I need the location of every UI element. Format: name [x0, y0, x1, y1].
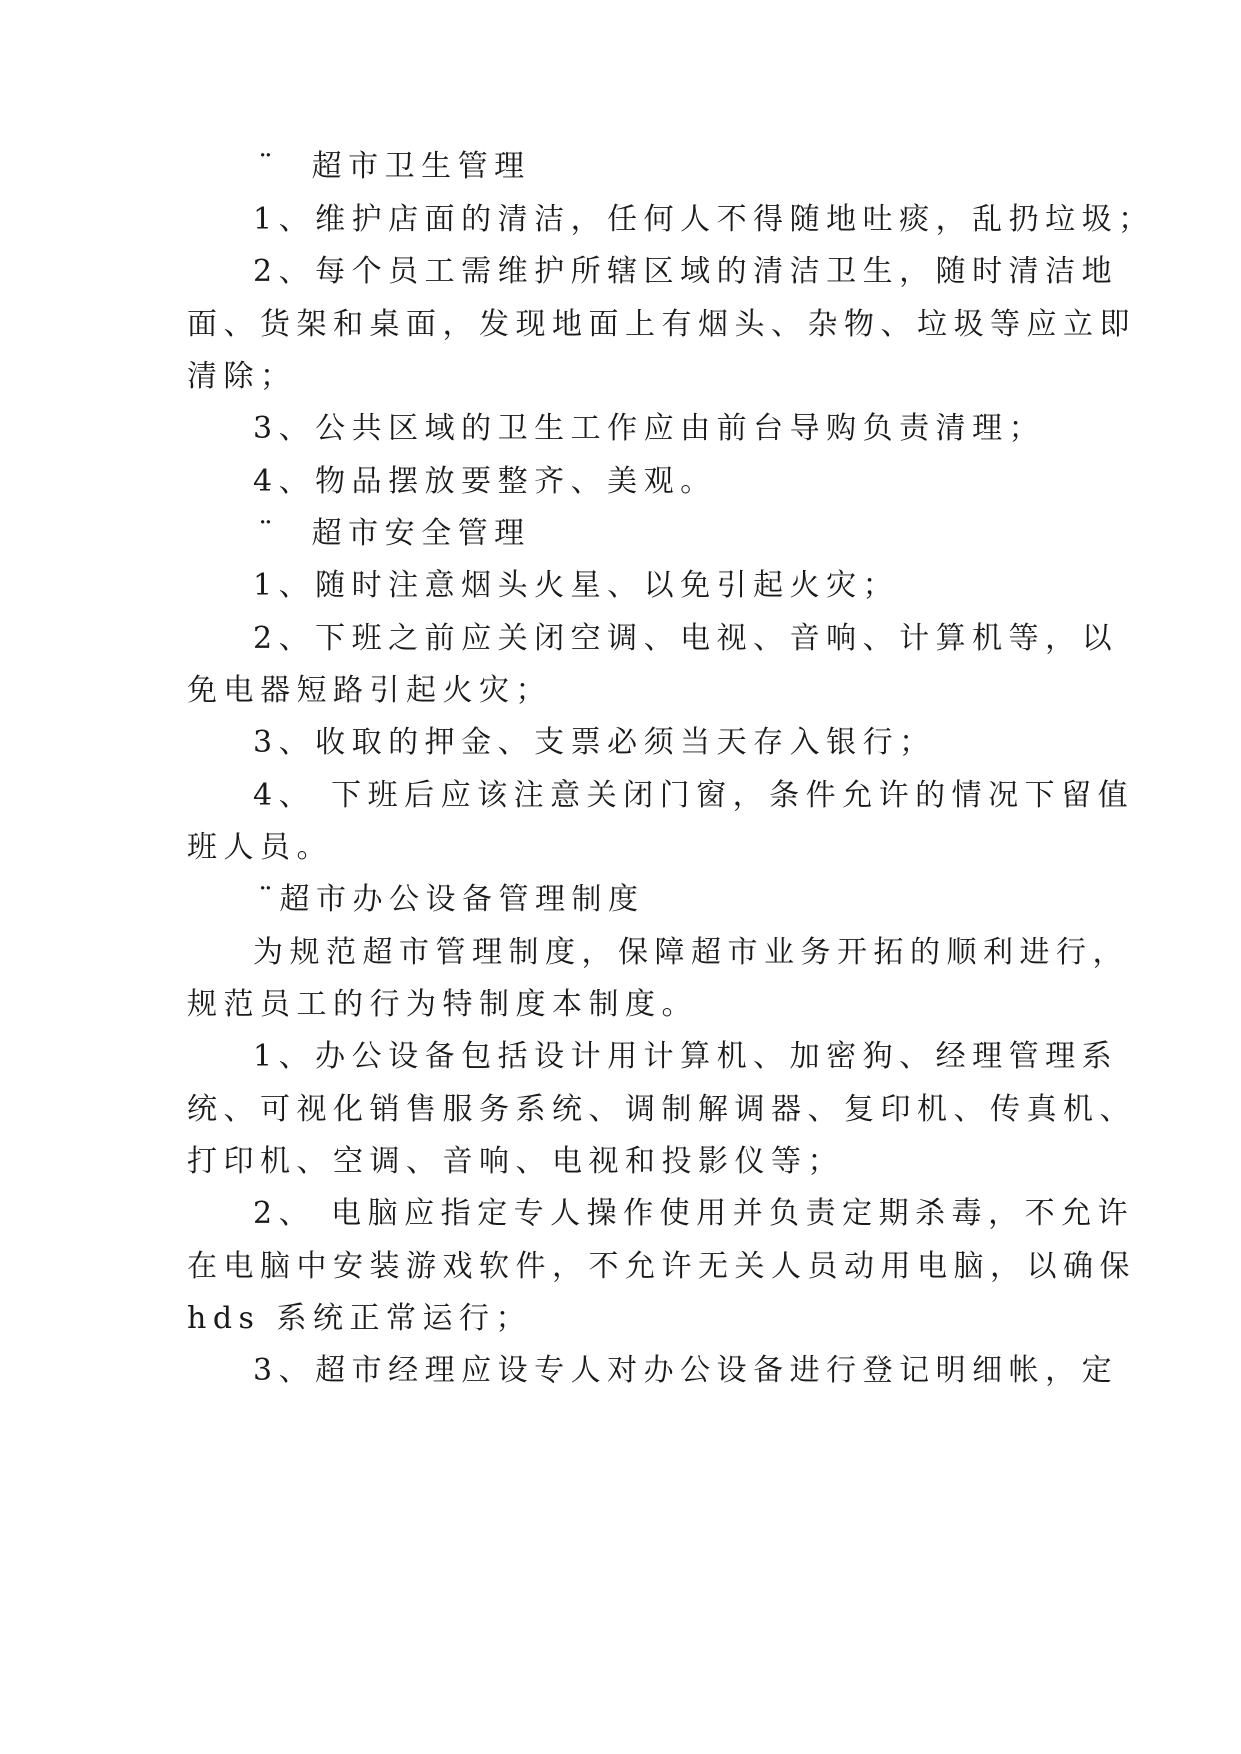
paragraph-line: 清除；: [187, 359, 297, 394]
paragraph-line: hds 系统正常运行；: [187, 1301, 532, 1336]
section-heading-hygiene: ¨ 超市卫生管理: [258, 149, 531, 184]
paragraph-line: 3、收取的押金、支票必须当天存入银行；: [253, 725, 936, 760]
paragraph-line: 4、 下班后应该注意关闭门窗，条件允许的情况下留值: [253, 778, 1135, 813]
paragraph-line: 规范员工的行为特制度本制度。: [187, 987, 698, 1022]
paragraph-line: 2、每个员工需维护所辖区域的清洁卫生，随时清洁地: [253, 254, 1119, 289]
paragraph-line: 班人员。: [187, 830, 333, 865]
paragraph-line: 2、 电脑应指定专人操作使用并负责定期杀毒，不允许: [253, 1196, 1135, 1231]
paragraph-line: 1、办公设备包括设计用计算机、加密狗、经理管理系: [253, 1039, 1119, 1074]
paragraph-line: 2、下班之前应关闭空调、电视、音响、计算机等，以: [253, 621, 1119, 656]
paragraph-line: 统、可视化销售服务系统、调制解调器、复印机、传真机、: [187, 1092, 1136, 1127]
paragraph-line: 1、维护店面的清洁，任何人不得随地吐痰，乱扔垃圾；: [253, 202, 1155, 237]
paragraph-line: 为规范超市管理制度，保障超市业务开拓的顺利进行，: [253, 935, 1129, 970]
paragraph-line: 面、货架和桌面，发现地面上有烟头、杂物、垃圾等应立即: [187, 307, 1136, 342]
paragraph-line: 4、物品摆放要整齐、美观。: [253, 464, 717, 499]
paragraph-line: 1、随时注意烟头火星、以免引起火灾；: [253, 568, 900, 603]
paragraph-line: 打印机、空调、音响、电视和投影仪等；: [187, 1144, 844, 1179]
paragraph-line: 在电脑中安装游戏软件，不允许无关人员动用电脑，以确保: [187, 1249, 1136, 1284]
paragraph-line: 免电器短路引起火灾；: [187, 673, 552, 708]
section-heading-office-equipment: ¨超市办公设备管理制度: [258, 882, 645, 917]
paragraph-line: 3、超市经理应设专人对办公设备进行登记明细帐，定: [253, 1353, 1119, 1388]
paragraph-line: 3、公共区域的卫生工作应由前台导购负责清理；: [253, 411, 1046, 446]
section-heading-safety: ¨ 超市安全管理: [258, 516, 531, 551]
